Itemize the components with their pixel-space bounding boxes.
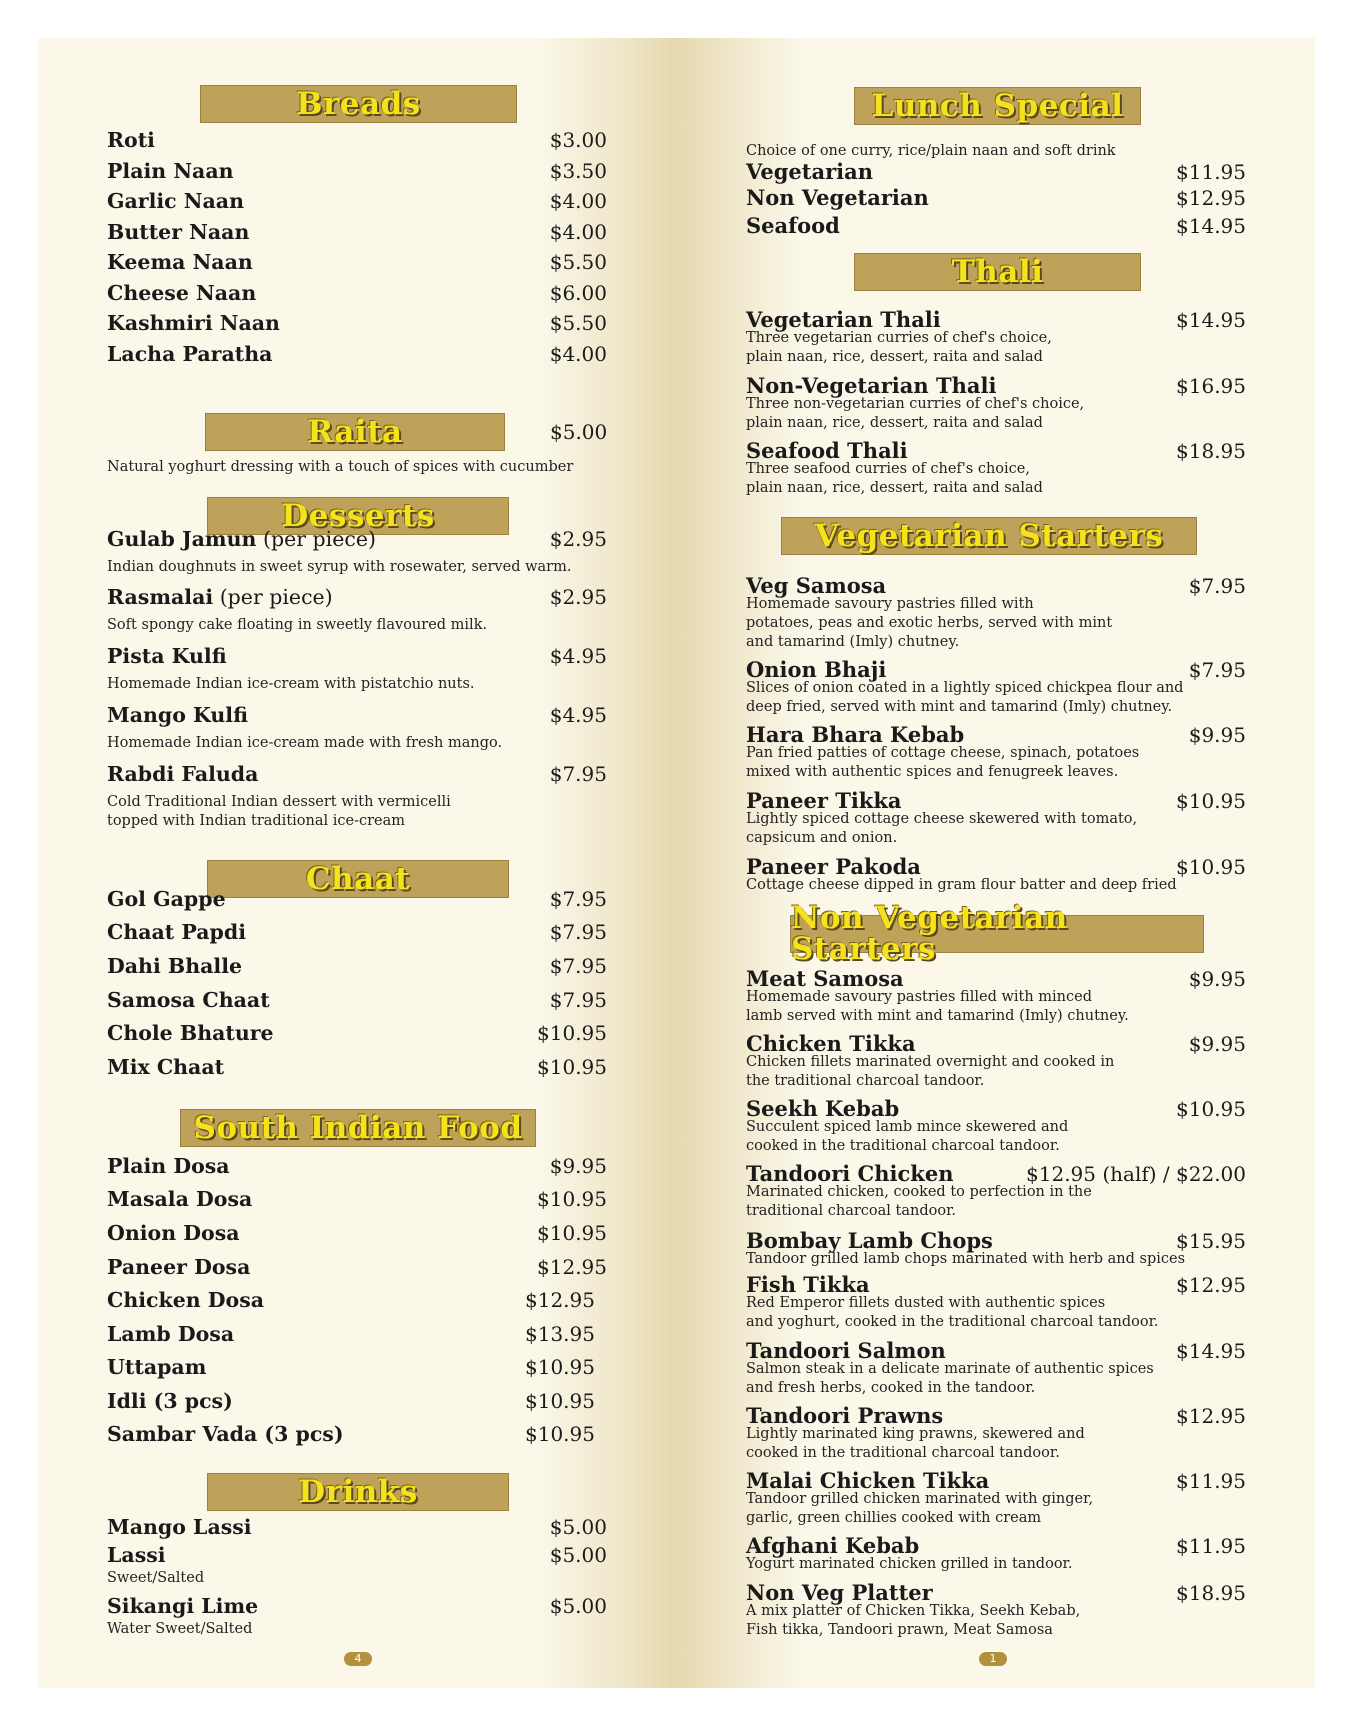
description-line: cooked in the traditional charcoal tandoor. — [746, 1138, 1060, 1154]
item-note: (per piece) — [213, 585, 333, 609]
description-line: Cottage cheese dipped in gram flour batter and deep fried — [746, 877, 1177, 893]
menu-item — [107, 1187, 607, 1211]
description-line: Three non-vegetarian curries of chef's choice, — [746, 396, 1085, 412]
item-name: Seafood Thali — [746, 438, 908, 463]
menu-item — [107, 1594, 607, 1618]
menu-item — [107, 1389, 607, 1413]
lunch-subtitle: Choice of one curry, rice/plain naan and soft drink — [746, 143, 1116, 159]
description-line: Fish tikka, Tandoori prawn, Meat Samosa — [746, 1622, 1053, 1638]
item-description — [746, 1183, 1092, 1221]
section-title: Raita — [307, 413, 403, 450]
item-name: Mango Lassi — [107, 1515, 252, 1539]
section-title: Vegetarian Starters — [814, 517, 1164, 554]
section-title: Drinks — [298, 1473, 418, 1510]
item-price: $10.95 — [537, 1021, 607, 1045]
item-name-text: Rasmalai — [107, 585, 214, 609]
description-line: and fresh herbs, cooked in the tandoor. — [746, 1380, 1036, 1396]
item-price: $7.95 — [549, 762, 607, 786]
menu-item — [107, 887, 607, 911]
item-name-text: Pista Kulfi — [107, 644, 227, 668]
description-line: and tamarind (Imly) chutney. — [746, 634, 960, 650]
item-name — [107, 762, 258, 786]
item-price: $7.95 — [549, 954, 607, 978]
item-price: $12.95 — [537, 1255, 607, 1279]
menu-item — [107, 250, 607, 274]
page-number: 4 — [344, 1652, 372, 1666]
description-line: Salmon steak in a delicate marinate of authentic spices — [746, 1361, 1154, 1377]
item-name-text: Gulab Jamun — [107, 527, 257, 551]
item-price: $10.95 — [537, 1221, 607, 1245]
item-price: $2.95 — [549, 585, 607, 609]
item-price: $14.95 — [1176, 308, 1246, 332]
menu-item — [107, 189, 607, 213]
item-name: Seafood — [746, 213, 840, 238]
menu-item — [107, 159, 607, 183]
item-price: $4.00 — [549, 220, 607, 244]
menu-item — [107, 762, 607, 786]
item-price: $5.00 — [549, 1594, 607, 1618]
item-price: $11.95 — [1176, 160, 1246, 184]
description-line: garlic, green chillies cooked with cream — [746, 1510, 1042, 1526]
item-price: $9.95 — [1188, 723, 1246, 747]
item-name: Vegetarian Thali — [746, 307, 941, 332]
item-price: $12.95 — [1176, 1273, 1246, 1297]
item-name: Non-Vegetarian Thali — [746, 373, 997, 398]
item-name: Paneer Pakoda — [746, 854, 921, 879]
item-name: Roti — [107, 128, 155, 152]
description-line: Homemade Indian ice-cream with pistatchio nuts. — [107, 676, 475, 692]
breads-header — [200, 85, 517, 123]
description-line: Homemade Indian ice-cream made with fresh mango. — [107, 735, 503, 751]
item-description — [746, 876, 1177, 895]
description-line: Succulent spiced lamb mince skewered and — [746, 1119, 1069, 1135]
item-name: Sambar Vada (3 pcs) — [107, 1422, 344, 1446]
item-name: Chicken Dosa — [107, 1288, 265, 1312]
menu-item — [107, 1255, 607, 1279]
description-line: Chicken fillets marinated overnight and cooked in — [746, 1054, 1115, 1070]
description-line: cooked in the traditional charcoal tandoor. — [746, 1445, 1060, 1461]
item-name: Lacha Paratha — [107, 342, 273, 366]
item-name: Onion Bhaji — [746, 657, 887, 682]
item-price: $5.00 — [549, 1543, 607, 1567]
item-price: $10.95 — [537, 1187, 607, 1211]
item-price: $14.95 — [1176, 1339, 1246, 1363]
description-line: potatoes, peas and exotic herbs, served with mint — [746, 615, 1113, 631]
item-description — [746, 1250, 1185, 1269]
section-title: Lunch Special — [871, 87, 1124, 124]
item-price: $2.95 — [549, 527, 607, 551]
item-name: Seekh Kebab — [746, 1096, 900, 1121]
description-line: the traditional charcoal tandoor. — [746, 1073, 985, 1089]
item-price: $12.95 — [1176, 1404, 1246, 1428]
item-description — [746, 1490, 1093, 1528]
item-price: $11.95 — [1176, 1534, 1246, 1558]
description-line: capsicum and onion. — [746, 830, 898, 846]
menu-item — [107, 1515, 607, 1539]
description-line: Red Emperor fillets dusted with authentic spices — [746, 1295, 1106, 1311]
item-description — [746, 1294, 1159, 1332]
description-line: Marinated chicken, cooked to perfection in the — [746, 1184, 1092, 1200]
item-description — [746, 810, 1137, 848]
item-price: $10.95 — [1176, 789, 1246, 813]
item-name: Plain Dosa — [107, 1154, 230, 1178]
item-name: Non Vegetarian — [746, 185, 929, 210]
item-name: Onion Dosa — [107, 1221, 240, 1245]
item-name: Samosa Chaat — [107, 988, 270, 1012]
description-line: Three seafood curries of chef's choice, — [746, 461, 1030, 477]
description-line: Soft spongy cake floating in sweetly flavoured milk. — [107, 617, 488, 633]
menu-item — [107, 281, 607, 305]
description-line: Tandoor grilled chicken marinated with ginger, — [746, 1491, 1094, 1507]
menu-item — [107, 1288, 607, 1312]
drinks-header — [207, 1473, 509, 1511]
menu-item — [107, 1355, 607, 1379]
item-price: $12.95 — [525, 1288, 595, 1312]
item-name — [107, 527, 376, 551]
item-name: Fish Tikka — [746, 1272, 870, 1297]
item-price: $7.95 — [1188, 658, 1246, 682]
item-name: Cheese Naan — [107, 281, 257, 305]
menu-item — [107, 311, 607, 335]
description-line: Lightly marinated king prawns, skewered and — [746, 1426, 1085, 1442]
item-price: $4.00 — [549, 189, 607, 213]
menu-item — [746, 159, 1246, 184]
item-name-text: Mango Kulfi — [107, 703, 248, 727]
item-description — [107, 558, 571, 577]
menu-item — [107, 988, 607, 1012]
menu-item — [107, 1543, 607, 1567]
vegetarian-starters-header — [781, 517, 1197, 555]
description-line: Three vegetarian curries of chef's choice, — [746, 330, 1052, 346]
item-price: $14.95 — [1176, 214, 1246, 238]
item-name — [107, 585, 333, 609]
item-name: Masala Dosa — [107, 1187, 253, 1211]
raita-price: $5.00 — [550, 420, 608, 444]
menu-item — [107, 644, 607, 668]
item-price: $4.00 — [549, 342, 607, 366]
item-description — [746, 988, 1129, 1026]
item-price: $12.95 — [1176, 186, 1246, 210]
description-line: Homemade savoury pastries filled with minced — [746, 989, 1092, 1005]
item-price: $7.95 — [549, 920, 607, 944]
item-name: Chicken Tikka — [746, 1031, 916, 1056]
item-description — [746, 1555, 1073, 1574]
item-price: $9.95 — [1188, 1032, 1246, 1056]
description-line: and yoghurt, cooked in the traditional charcoal tandoor. — [746, 1314, 1159, 1330]
item-name: Veg Samosa — [746, 573, 887, 598]
item-name: Hara Bhara Kebab — [746, 722, 965, 747]
item-description — [746, 1118, 1068, 1156]
item-note: (per piece) — [256, 527, 376, 551]
section-title: Desserts — [281, 497, 435, 534]
raita-description: Natural yoghurt dressing with a touch of spices with cucumber — [107, 459, 574, 475]
item-name: Garlic Naan — [107, 189, 244, 213]
item-name: Butter Naan — [107, 220, 250, 244]
item-name: Mix Chaat — [107, 1055, 225, 1079]
lunch-special-header — [854, 87, 1141, 125]
menu-item — [107, 342, 607, 366]
item-name: Meat Samosa — [746, 966, 904, 991]
page-number: 1 — [979, 1652, 1007, 1666]
item-name: Paneer Tikka — [746, 788, 902, 813]
item-price: $10.95 — [1176, 855, 1246, 879]
item-name: Malai Chicken Tikka — [746, 1468, 990, 1493]
description-line: Slices of onion coated in a lightly spiced chickpea flour and — [746, 680, 1184, 696]
item-price: $3.50 — [549, 159, 607, 183]
item-name: Idli (3 pcs) — [107, 1389, 233, 1413]
item-price: $18.95 — [1176, 1581, 1246, 1605]
menu-item — [107, 220, 607, 244]
item-price: $5.00 — [549, 1515, 607, 1539]
item-name: Plain Naan — [107, 159, 234, 183]
item-price: $13.95 — [525, 1322, 595, 1346]
item-price: $10.95 — [525, 1422, 595, 1446]
item-description — [746, 460, 1043, 498]
description-line: deep fried, served with mint and tamarind (Imly) chutney. — [746, 699, 1173, 715]
menu-item — [107, 703, 607, 727]
south-indian-header — [180, 1109, 536, 1147]
item-description: Sweet/Salted — [107, 1570, 205, 1586]
item-description — [746, 595, 1112, 652]
item-description: Water Sweet/Salted — [107, 1621, 253, 1637]
item-price: $12.95 (half) / $22.00 — [1026, 1162, 1246, 1186]
description-line: plain naan, rice, dessert, raita and salad — [746, 349, 1043, 365]
item-price: $16.95 — [1176, 374, 1246, 398]
item-price: $4.95 — [549, 703, 607, 727]
menu-item — [107, 1422, 607, 1446]
item-price: $9.95 — [1188, 967, 1246, 991]
item-description — [746, 1053, 1114, 1091]
description-line: Yogurt marinated chicken grilled in tandoor. — [746, 1556, 1073, 1572]
menu-item — [107, 920, 607, 944]
item-price: $5.50 — [549, 311, 607, 335]
item-description — [107, 675, 475, 694]
item-name: Chaat Papdi — [107, 920, 246, 944]
item-price: $10.95 — [1176, 1097, 1246, 1121]
item-name — [107, 644, 227, 668]
menu-item — [107, 954, 607, 978]
item-description — [746, 1425, 1085, 1463]
item-price: $10.95 — [525, 1355, 595, 1379]
description-line: plain naan, rice, dessert, raita and salad — [746, 415, 1043, 431]
item-price: $11.95 — [1176, 1469, 1246, 1493]
item-name: Sikangi Lime — [107, 1594, 259, 1618]
item-name: Tandoori Chicken — [746, 1161, 954, 1186]
menu-item — [746, 185, 1246, 210]
item-description — [107, 734, 502, 753]
item-description — [746, 329, 1052, 367]
section-title: Thali — [951, 253, 1044, 290]
item-name: Keema Naan — [107, 250, 253, 274]
item-name-text: Rabdi Faluda — [107, 762, 259, 786]
non-vegetarian-starters-header — [790, 900, 1204, 967]
menu-item — [107, 527, 607, 551]
item-price: $10.95 — [537, 1055, 607, 1079]
item-description — [746, 395, 1084, 433]
description-line: topped with Indian traditional ice-cream — [107, 813, 406, 829]
description-line: Indian doughnuts in sweet syrup with rosewater, served warm. — [107, 559, 572, 575]
item-name: Afghani Kebab — [746, 1533, 920, 1558]
item-name: Gol Gappe — [107, 887, 226, 911]
item-name: Tandoori Prawns — [746, 1403, 944, 1428]
description-line: Pan fried patties of cottage cheese, spinach, potatoes — [746, 745, 1140, 761]
item-price: $7.95 — [549, 887, 607, 911]
item-price: $18.95 — [1176, 439, 1246, 463]
item-name: Chole Bhature — [107, 1021, 274, 1045]
menu-item — [107, 1154, 607, 1178]
description-line: lamb served with mint and tamarind (Imly) chutney. — [746, 1008, 1129, 1024]
item-price: $7.95 — [1188, 574, 1246, 598]
item-price: $6.00 — [549, 281, 607, 305]
description-line: A mix platter of Chicken Tikka, Seekh Kebab, — [746, 1603, 1081, 1619]
item-description — [107, 616, 487, 635]
item-name — [107, 703, 248, 727]
section-title: South Indian Food — [193, 1109, 523, 1146]
description-line: Homemade savoury pastries filled with — [746, 596, 1034, 612]
item-price: $5.50 — [549, 250, 607, 274]
menu-item — [107, 1322, 607, 1346]
item-description — [746, 744, 1139, 782]
description-line: Lightly spiced cottage cheese skewered with tomato, — [746, 811, 1138, 827]
description-line: plain naan, rice, dessert, raita and salad — [746, 480, 1043, 496]
item-name: Kashmiri Naan — [107, 311, 280, 335]
description-line: traditional charcoal tandoor. — [746, 1203, 957, 1219]
item-price: $4.95 — [549, 644, 607, 668]
item-price: $9.95 — [549, 1154, 607, 1178]
description-line: Tandoor grilled lamb chops marinated with herb and spices — [746, 1251, 1186, 1267]
menu-item — [107, 1021, 607, 1045]
item-name: Bombay Lamb Chops — [746, 1228, 993, 1253]
item-name: Lamb Dosa — [107, 1322, 235, 1346]
menu-item — [107, 128, 607, 152]
item-description — [746, 1360, 1154, 1398]
item-price: $7.95 — [549, 988, 607, 1012]
description-line: mixed with authentic spices and fenugreek leaves. — [746, 764, 1119, 780]
menu-item — [107, 1055, 607, 1079]
menu-item — [746, 213, 1246, 238]
item-name: Tandoori Salmon — [746, 1338, 946, 1363]
section-title: Chaat — [305, 860, 411, 897]
item-name: Lassi — [107, 1543, 166, 1567]
menu-item — [107, 1221, 607, 1245]
item-name: Uttapam — [107, 1355, 207, 1379]
item-price: $3.00 — [549, 128, 607, 152]
item-name: Vegetarian — [746, 159, 873, 184]
description-line: Cold Traditional Indian dessert with vermicelli — [107, 794, 451, 810]
section-title: Breads — [296, 85, 421, 122]
menu-item — [107, 585, 607, 609]
thali-header — [854, 253, 1141, 291]
item-name: Dahi Bhalle — [107, 954, 243, 978]
item-description — [107, 793, 451, 831]
section-title: Non Vegetarian Starters — [791, 900, 1068, 967]
item-price: $10.95 — [525, 1389, 595, 1413]
item-description — [746, 1602, 1080, 1640]
item-description — [746, 679, 1183, 717]
item-name: Paneer Dosa — [107, 1255, 251, 1279]
raita-header — [205, 413, 505, 451]
item-name: Non Veg Platter — [746, 1580, 933, 1605]
item-price: $15.95 — [1176, 1229, 1246, 1253]
